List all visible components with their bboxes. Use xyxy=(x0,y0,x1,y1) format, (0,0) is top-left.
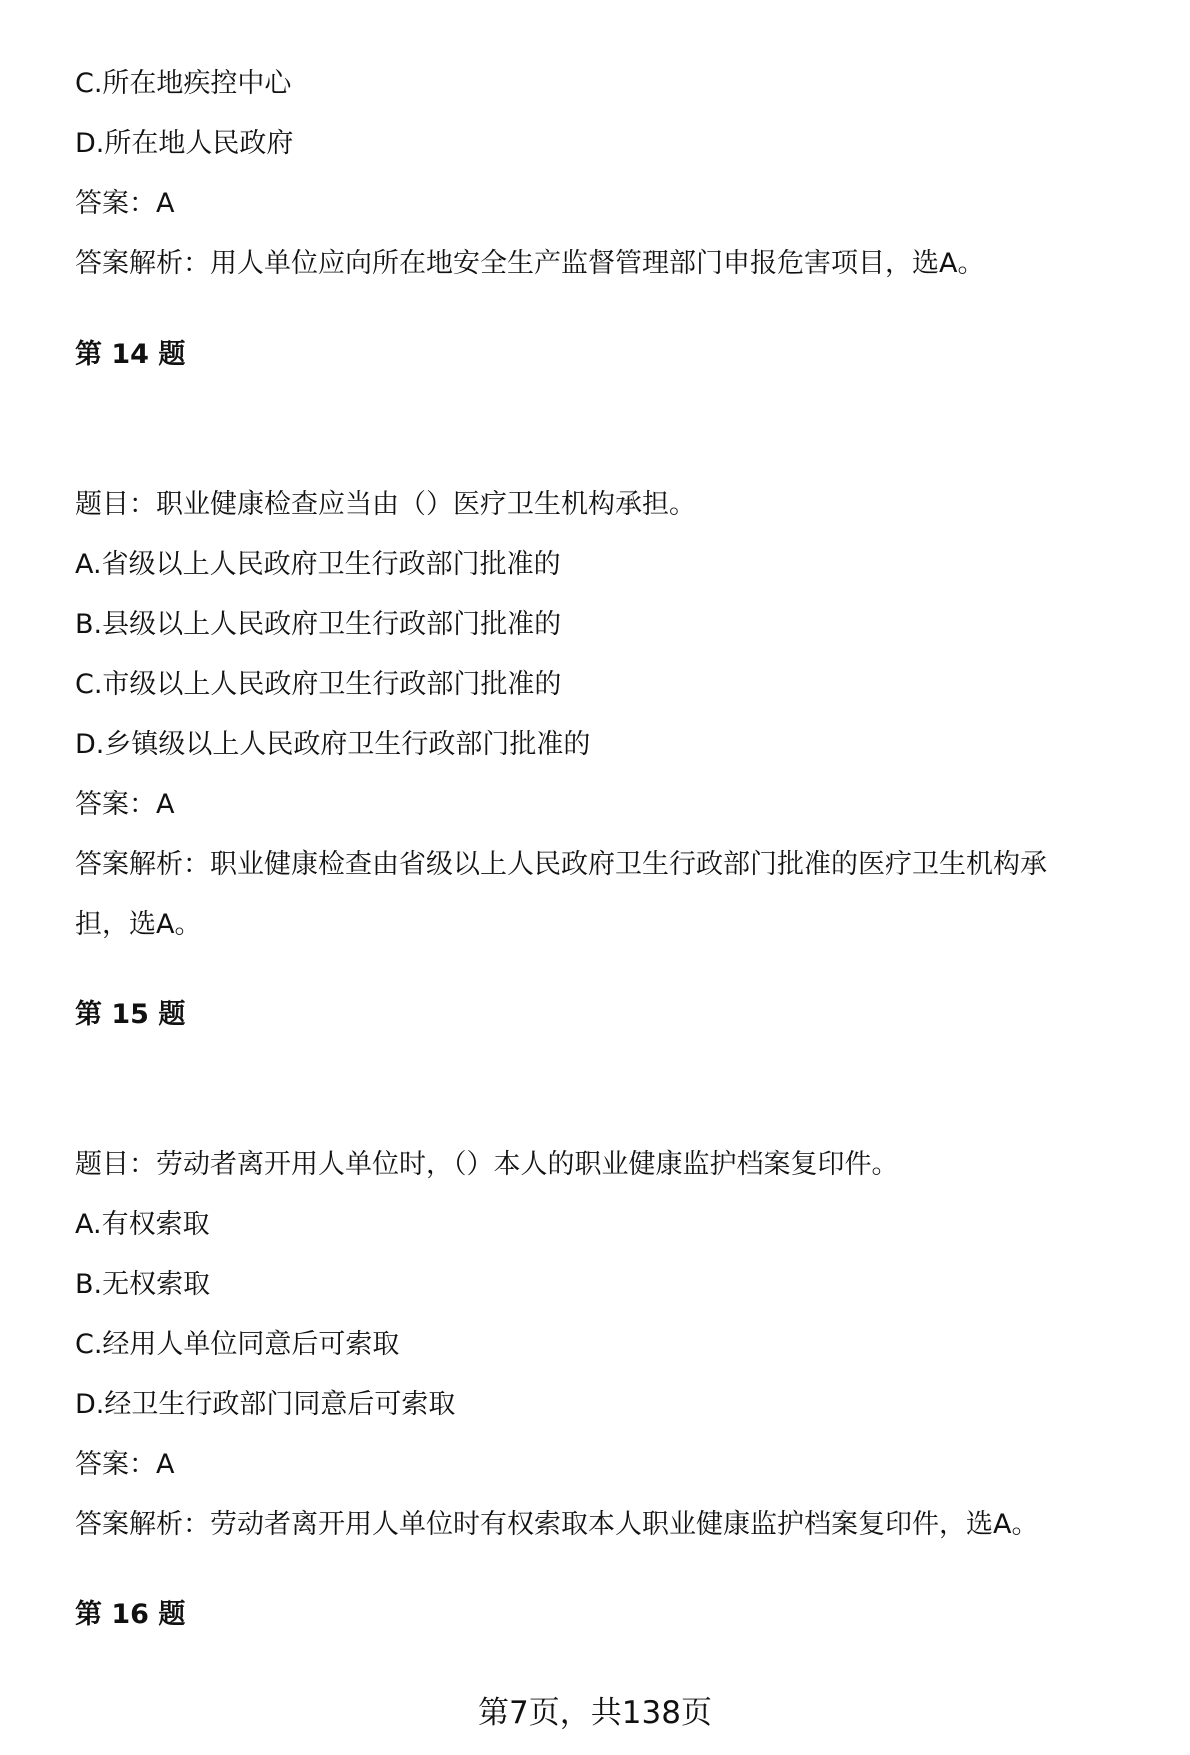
q15-option-c: C.经用人单位同意后可索取 xyxy=(75,1329,400,1360)
q14-option-c: C.市级以上人民政府卫生行政部门批准的 xyxy=(75,669,562,700)
q14-question: 题目：职业健康检查应当由（）医疗卫生机构承担。 xyxy=(75,489,696,520)
q15-option-a: A.有权索取 xyxy=(75,1209,210,1240)
q15-option-d: D.经卫生行政部门同意后可索取 xyxy=(75,1389,456,1420)
q16-heading: 第 16 题 xyxy=(75,1599,186,1630)
q15-answer: 答案：A xyxy=(75,1449,175,1480)
q14-option-b: B.县级以上人民政府卫生行政部门批准的 xyxy=(75,609,562,640)
q13-option-c: C.所在地疾控中心 xyxy=(75,68,292,99)
q13-answer: 答案：A xyxy=(75,188,175,219)
q14-explanation-line1: 答案解析：职业健康检查由省级以上人民政府卫生行政部门批准的医疗卫生机构承 xyxy=(75,849,1047,880)
q15-explanation: 答案解析：劳动者离开用人单位时有权索取本人职业健康监护档案复印件，选A。 xyxy=(75,1509,1039,1540)
page-number-footer: 第7页，共138页 xyxy=(478,1695,712,1731)
q15-heading: 第 15 题 xyxy=(75,999,186,1030)
q14-option-d: D.乡镇级以上人民政府卫生行政部门批准的 xyxy=(75,729,591,760)
q15-question: 题目：劳动者离开用人单位时，（）本人的职业健康监护档案复印件。 xyxy=(75,1149,899,1180)
q14-option-a: A.省级以上人民政府卫生行政部门批准的 xyxy=(75,549,561,580)
q13-option-d: D.所在地人民政府 xyxy=(75,128,294,159)
q13-explanation: 答案解析：用人单位应向所在地安全生产监督管理部门申报危害项目，选A。 xyxy=(75,248,985,279)
q14-explanation-line2: 担，选A。 xyxy=(75,909,202,940)
q14-answer: 答案：A xyxy=(75,789,175,820)
q15-option-b: B.无权索取 xyxy=(75,1269,211,1300)
q14-heading: 第 14 题 xyxy=(75,339,186,370)
